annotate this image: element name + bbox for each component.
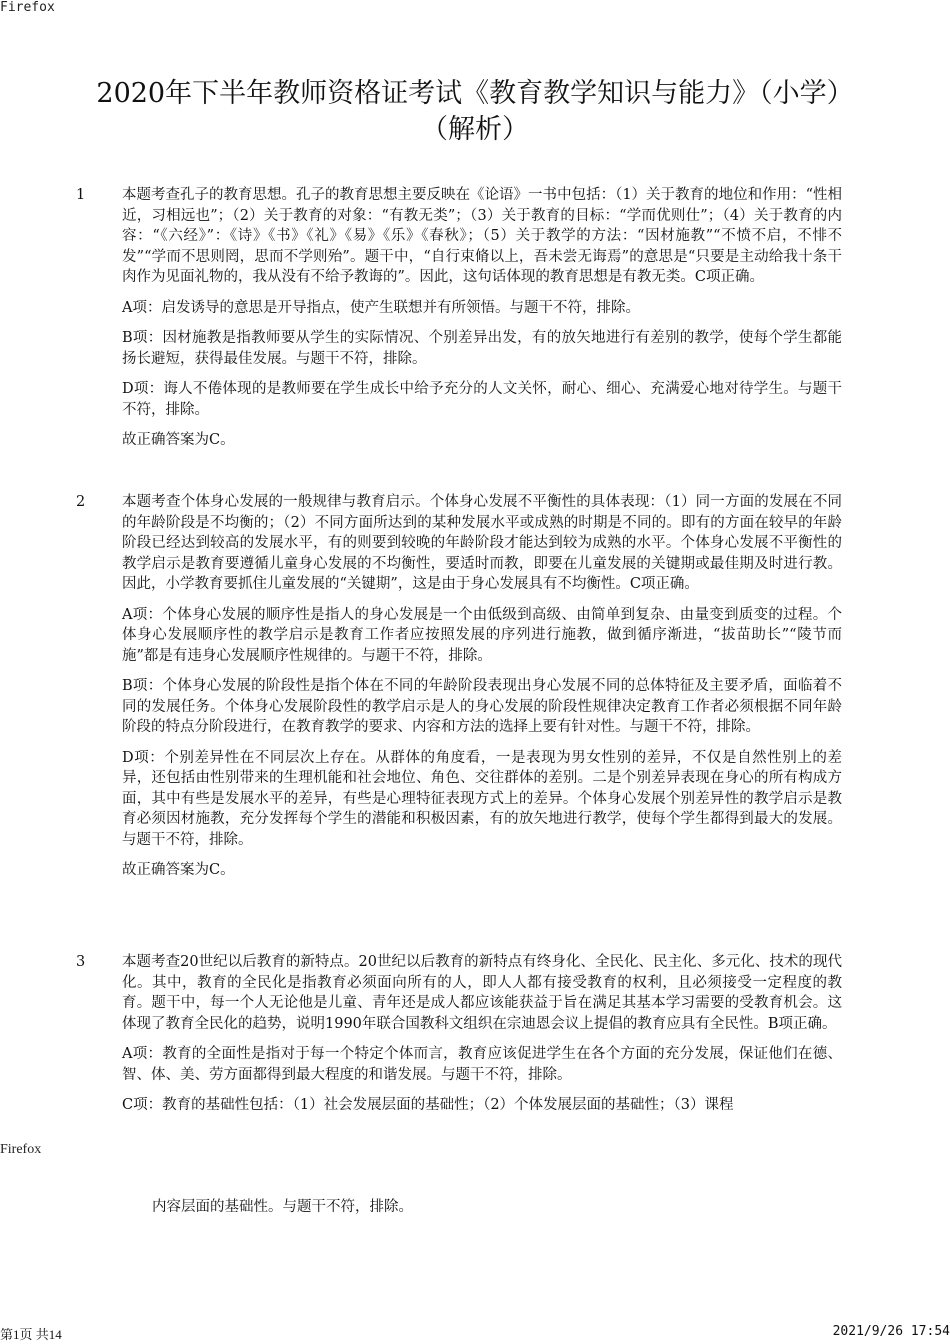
answer-conclusion: 故正确答案为C。 [122,432,235,448]
question-number: 2 [76,494,86,510]
browser-header-label: Firefox [0,0,55,15]
print-timestamp: 2021/9/26 17:54 [832,1324,950,1339]
option-c-analysis: C项：教育的基础性包括：（1）社会发展层面的基础性；（2）个体发展层面的基础性；（3）课程 [122,1097,734,1113]
question-number: 3 [76,954,86,970]
option-d-analysis: D项：诲人不倦体现的是教师要在学生成长中给予充分的人文关怀，耐心、细心、充满爱心地对待学生。与题干不符，排除。 [122,381,842,418]
explanation-paragraph: 本题考查个体身心发展的一般规律与教育启示。个体身心发展不平衡性的具体表现：（1）同一方面的发展在不同的年龄阶段是不均衡的；（2）不同方面所达到的某种发展水平或成熟的时期是不同的。即有的方面在较早的年龄阶段已经达到较高的发展水平，有的则要到较晚的年龄阶段才能达到较为成熟的水平。个体身心发展不平衡性的教学启示是教育要遵循儿童身心发展的不均衡性，要适时而教，即要在儿童发展的关键期或最佳期及时进行教。因此，小学教育要抓住儿童发展的“关键期”，这是由于身心发展具有不均衡性。C项正确。 [122,494,842,592]
option-a-analysis: A项：个体身心发展的顺序性是指人的身心发展是一个由低级到高级、由简单到复杂、由量变到质变的过程。个体身心发展顺序性的教学启示是教育工作者应按照发展的序列进行施教，做到循序渐进，“拔苗助长”“陵节而施”都是有违身心发展顺序性规律的。与题干不符，排除。 [122,606,842,664]
question-number: 1 [76,187,86,203]
continued-paragraph: 内容层面的基础性。与题干不符，排除。 [152,1199,413,1215]
option-b-analysis: B项：个体身心发展的阶段性是指个体在不同的年龄阶段表现出身心发展不同的总体特征及主要矛盾，面临着不同的发展任务。个体身心发展阶段性的教学启示是人的身心发展的阶段性规律决定教育工作者必须根据不同年龄阶段的特点分阶段进行，在教育教学的要求、内容和方法的选择上要有针对性。与题干不符，排除。 [122,678,842,735]
option-a-analysis: A项：教育的全面性是指对于每一个特定个体而言，教育应该促进学生在各个方面的充分发展，保证他们在德、智、体、美、劳方面都得到最大程度的和谐发展。与题干不符，排除。 [122,1046,842,1083]
option-b-analysis: B项：因材施教是指教师要从学生的实际情况、个别差异出发，有的放矢地进行有差别的教学，使每个学生都能扬长避短，获得最佳发展。与题干不符，排除。 [122,330,842,367]
browser-page-break-label: Firefox [0,1142,42,1157]
document-title: 2020年下半年教师资格证考试《教育教学知识与能力》（小学）（解析） [96,78,854,145]
answer-conclusion: 故正确答案为C。 [122,862,235,878]
question-explanation [122,185,842,461]
question-explanation [122,492,842,891]
explanation-paragraph: 本题考查孔子的教育思想。孔子的教育思想主要反映在《论语》一书中包括：（1）关于教育的地位和作用：“性相近，习相远也”；（2）关于教育的对象：“有教无类”；（3）关于教育的目标：“学而优则仕”；（4）关于教育的内容：“《六经》”：《诗》《书》《礼》《易》《乐》《春秋》；（5）关于教学的方法：“因材施教”“不愤不启，不悱不发”“学而不思则罔，思而不学则殆”。题干中，“自行束脩以上，吾未尝无诲焉”的意思是“只要是主动给我十条干肉作为见面礼物的，我从没有不给予教诲的”。因此，这句话体现的教育思想是有教无类。C项正确。 [122,187,842,285]
question-explanation [122,952,842,1126]
explanation-paragraph: 本题考查20世纪以后教育的新特点。20世纪以后教育的新特点有终身化、全民化、民主化、多元化、技术的现代化。其中，教育的全民化是指教育必须面向所有的人，即人人都有接受教育的权利，且必须接受一定程度的教育。题干中，每一个人无论他是儿童、青年还是成人都应该能获益于旨在满足其基本学习需要的受教育机会。这体现了教育全民化的趋势，说明1990年联合国教科文组织在宗迪恩会议上提倡的教育应具有全民性。B项正确。 [122,954,842,1032]
option-d-analysis: D项：个别差异性在不同层次上存在。从群体的角度看，一是表现为男女性别的差异，不仅是自然性别上的差异，还包括由性别带来的生理机能和社会地位、角色、交往群体的差别。二是个别差异表现在身心的所有构成方面，其中有些是发展水平的差异，有些是心理特征表现方式上的差异。个体身心发展个别差异性的教学启示是教育必须因材施教，充分发挥每个学生的潜能和积极因素，有的放矢地进行教学，使每个学生都得到最大的发展。与题干不符，排除。 [122,749,842,848]
page-number: 第1页 共14 [0,1327,62,1342]
option-a-analysis: A项：启发诱导的意思是开导指点，使产生联想并有所领悟。与题干不符，排除。 [122,299,640,316]
